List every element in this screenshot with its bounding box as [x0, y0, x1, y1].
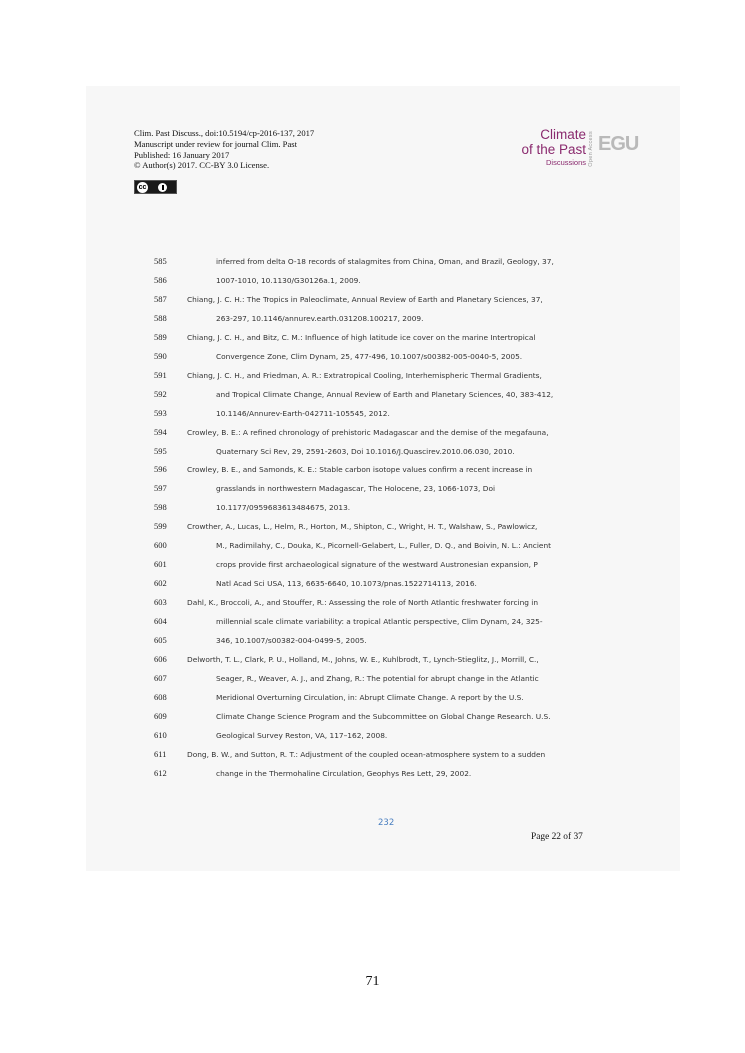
page-of-counter: Page 22 of 37: [531, 832, 583, 842]
line-number: 608: [154, 691, 167, 702]
reference-line: 346, 10.1007/s00382-004-0499-5, 2005.: [216, 636, 367, 645]
reference-line: inferred from delta O-18 records of stalagmites from China, Oman, and Brazil, Geology, 37,: [216, 257, 554, 266]
reference-line: Natl Acad Sci USA, 113, 6635-6640, 10.1073/pnas.1522714113, 2016.: [216, 579, 477, 589]
line-number: 596: [154, 464, 167, 475]
line-number: 604: [154, 616, 167, 627]
line-number: 605: [154, 635, 167, 645]
reference-line: crops provide first archaeological signature of the westward Austronesian expansion, P: [216, 560, 538, 570]
reference-line: millennial scale climate variability: a tropical Atlantic perspective, Clim Dynam, 24, 325-: [216, 617, 543, 627]
line-number: 595: [154, 445, 167, 456]
reference-line: Seager, R., Weaver, A. J., and Zhang, R.: The potential for abrupt change in the Atlantic: [216, 673, 539, 683]
line-number: 590: [154, 350, 167, 361]
cc-by-license-badge: [134, 180, 177, 194]
line-number: 611: [154, 748, 167, 759]
logo-line-climate: Climate: [540, 127, 586, 142]
header-line-citation: Clim. Past Discuss., doi:10.5194/cp-2016-137, 2017: [134, 128, 315, 138]
reference-line: Convergence Zone, Clim Dynam, 25, 477-496, 10.1007/s00382-005-0040-5, 2005.: [216, 351, 523, 361]
line-number: 587: [154, 293, 167, 304]
reference-line: Quaternary Sci Rev, 29, 2591-2603, Doi 10.1016/J.Quascirev.2010.06.030, 2010.: [216, 446, 515, 456]
footer-page-number: 71: [365, 974, 380, 989]
logo-text: [521, 127, 586, 168]
line-number: 586: [154, 274, 167, 285]
reference-line: 263-297, 10.1146/annurev.earth.031208.100217, 2009.: [216, 313, 424, 323]
line-number: 610: [154, 729, 167, 740]
line-number: 589: [154, 331, 167, 342]
reference-line: Crowley, B. E., and Samonds, K. E.: Stable carbon isotope values confirm a recent increase in: [187, 465, 533, 475]
reference-line: Chiang, J. C. H.: The Tropics in Paleoclimate, Annual Review of Earth and Planetary Sciences, 37,: [187, 294, 543, 304]
reference-line: Crowther, A., Lucas, L., Helm, R., Horton, M., Shipton, C., Wright, H. T., Walshaw, S., Pawlowicz,: [187, 522, 538, 532]
reference-line: Chiang, J. C. H., and Bitz, C. M.: Influence of high latitude ice cover on the marine Intertropical: [187, 332, 536, 342]
reference-line: Climate Change Science Program and the Subcommittee on Global Change Research. U.S.: [216, 711, 551, 721]
line-number: 600: [154, 540, 167, 551]
reference-line: and Tropical Climate Change, Annual Review of Earth and Planetary Sciences, 40, 383-412,: [216, 389, 554, 399]
inner-page-number: 232: [378, 818, 395, 828]
logo-line-discussions: Discussions: [545, 158, 586, 167]
line-number: 597: [154, 483, 167, 494]
line-number: 593: [154, 407, 167, 418]
reference-line: Chiang, J. C. H., and Friedman, A. R.: Extratropical Cooling, Interhemispheric Thermal Gradients,: [187, 370, 542, 380]
journal-header: [134, 128, 314, 171]
header-line-review: Manuscript under review for journal Clim. Past: [134, 138, 298, 149]
reference-line: Meridional Overturning Circulation, in: Abrupt Climate Change. A report by the U.S.: [216, 692, 524, 702]
header-line-published: Published: 16 January 2017: [134, 149, 230, 160]
reference-line: Dong, B. W., and Sutton, R. T.: Adjustment of the coupled ocean-atmosphere system to a sudden: [187, 749, 546, 759]
line-number: 598: [154, 502, 167, 513]
reference-line: Delworth, T. L., Clark, P. U., Holland, M., Johns, W. E., Kuhlbrodt, T., Lynch-Stieglitz, J., Morrill, C.,: [187, 654, 539, 664]
line-number: 591: [154, 369, 167, 380]
line-number: 602: [154, 578, 167, 589]
line-number: 601: [154, 559, 167, 570]
line-number: 606: [154, 653, 167, 664]
egu-logo-icon: EGU: [598, 133, 639, 155]
line-number: 609: [154, 710, 167, 721]
reference-line: Dahl, K., Broccoli, A., and Stouffer, R.: Assessing the role of North Atlantic freshwater forcing in: [187, 598, 539, 608]
reference-line: Geological Survey Reston, VA, 117–162, 2008.: [216, 730, 388, 740]
reference-line: 1007-1010, 10.1130/G30126a.1, 2009.: [216, 275, 361, 285]
line-number: 599: [154, 521, 167, 532]
line-number: 607: [154, 672, 167, 683]
line-number: 588: [154, 312, 167, 323]
reference-line: grasslands in northwestern Madagascar, The Holocene, 23, 1066-1073, Doi: [216, 484, 496, 494]
open-access-label: Open Access: [588, 131, 594, 167]
reference-line: 10.1146/Annurev-Earth-042711-105545, 2012.: [216, 408, 390, 418]
reference-line: change in the Thermohaline Circulation, Geophys Res Lett, 29, 2002.: [216, 768, 472, 778]
line-number: 594: [154, 426, 167, 437]
line-number: 585: [154, 256, 167, 266]
logo-line-of-the-past: of the Past: [521, 142, 586, 157]
reference-line: Crowley, B. E.: A refined chronology of prehistoric Madagascar and the demise of the megafauna,: [187, 427, 549, 437]
header-line-license: © Author(s) 2017. CC-BY 3.0 License.: [134, 160, 270, 171]
line-number: 603: [154, 597, 167, 608]
line-number: 592: [154, 388, 167, 399]
line-number: 612: [154, 767, 167, 778]
reference-line: M., Radimilahy, C., Douka, K., Picornell-Gelabert, L., Fuller, D. Q., and Boivin, N. L.: Ancient: [216, 541, 552, 551]
cc-icon: cc: [138, 183, 147, 191]
journal-logo: [502, 127, 642, 175]
reference-line: 10.1177/0959683613484675, 2013.: [216, 503, 351, 513]
by-person-icon: [158, 183, 167, 192]
